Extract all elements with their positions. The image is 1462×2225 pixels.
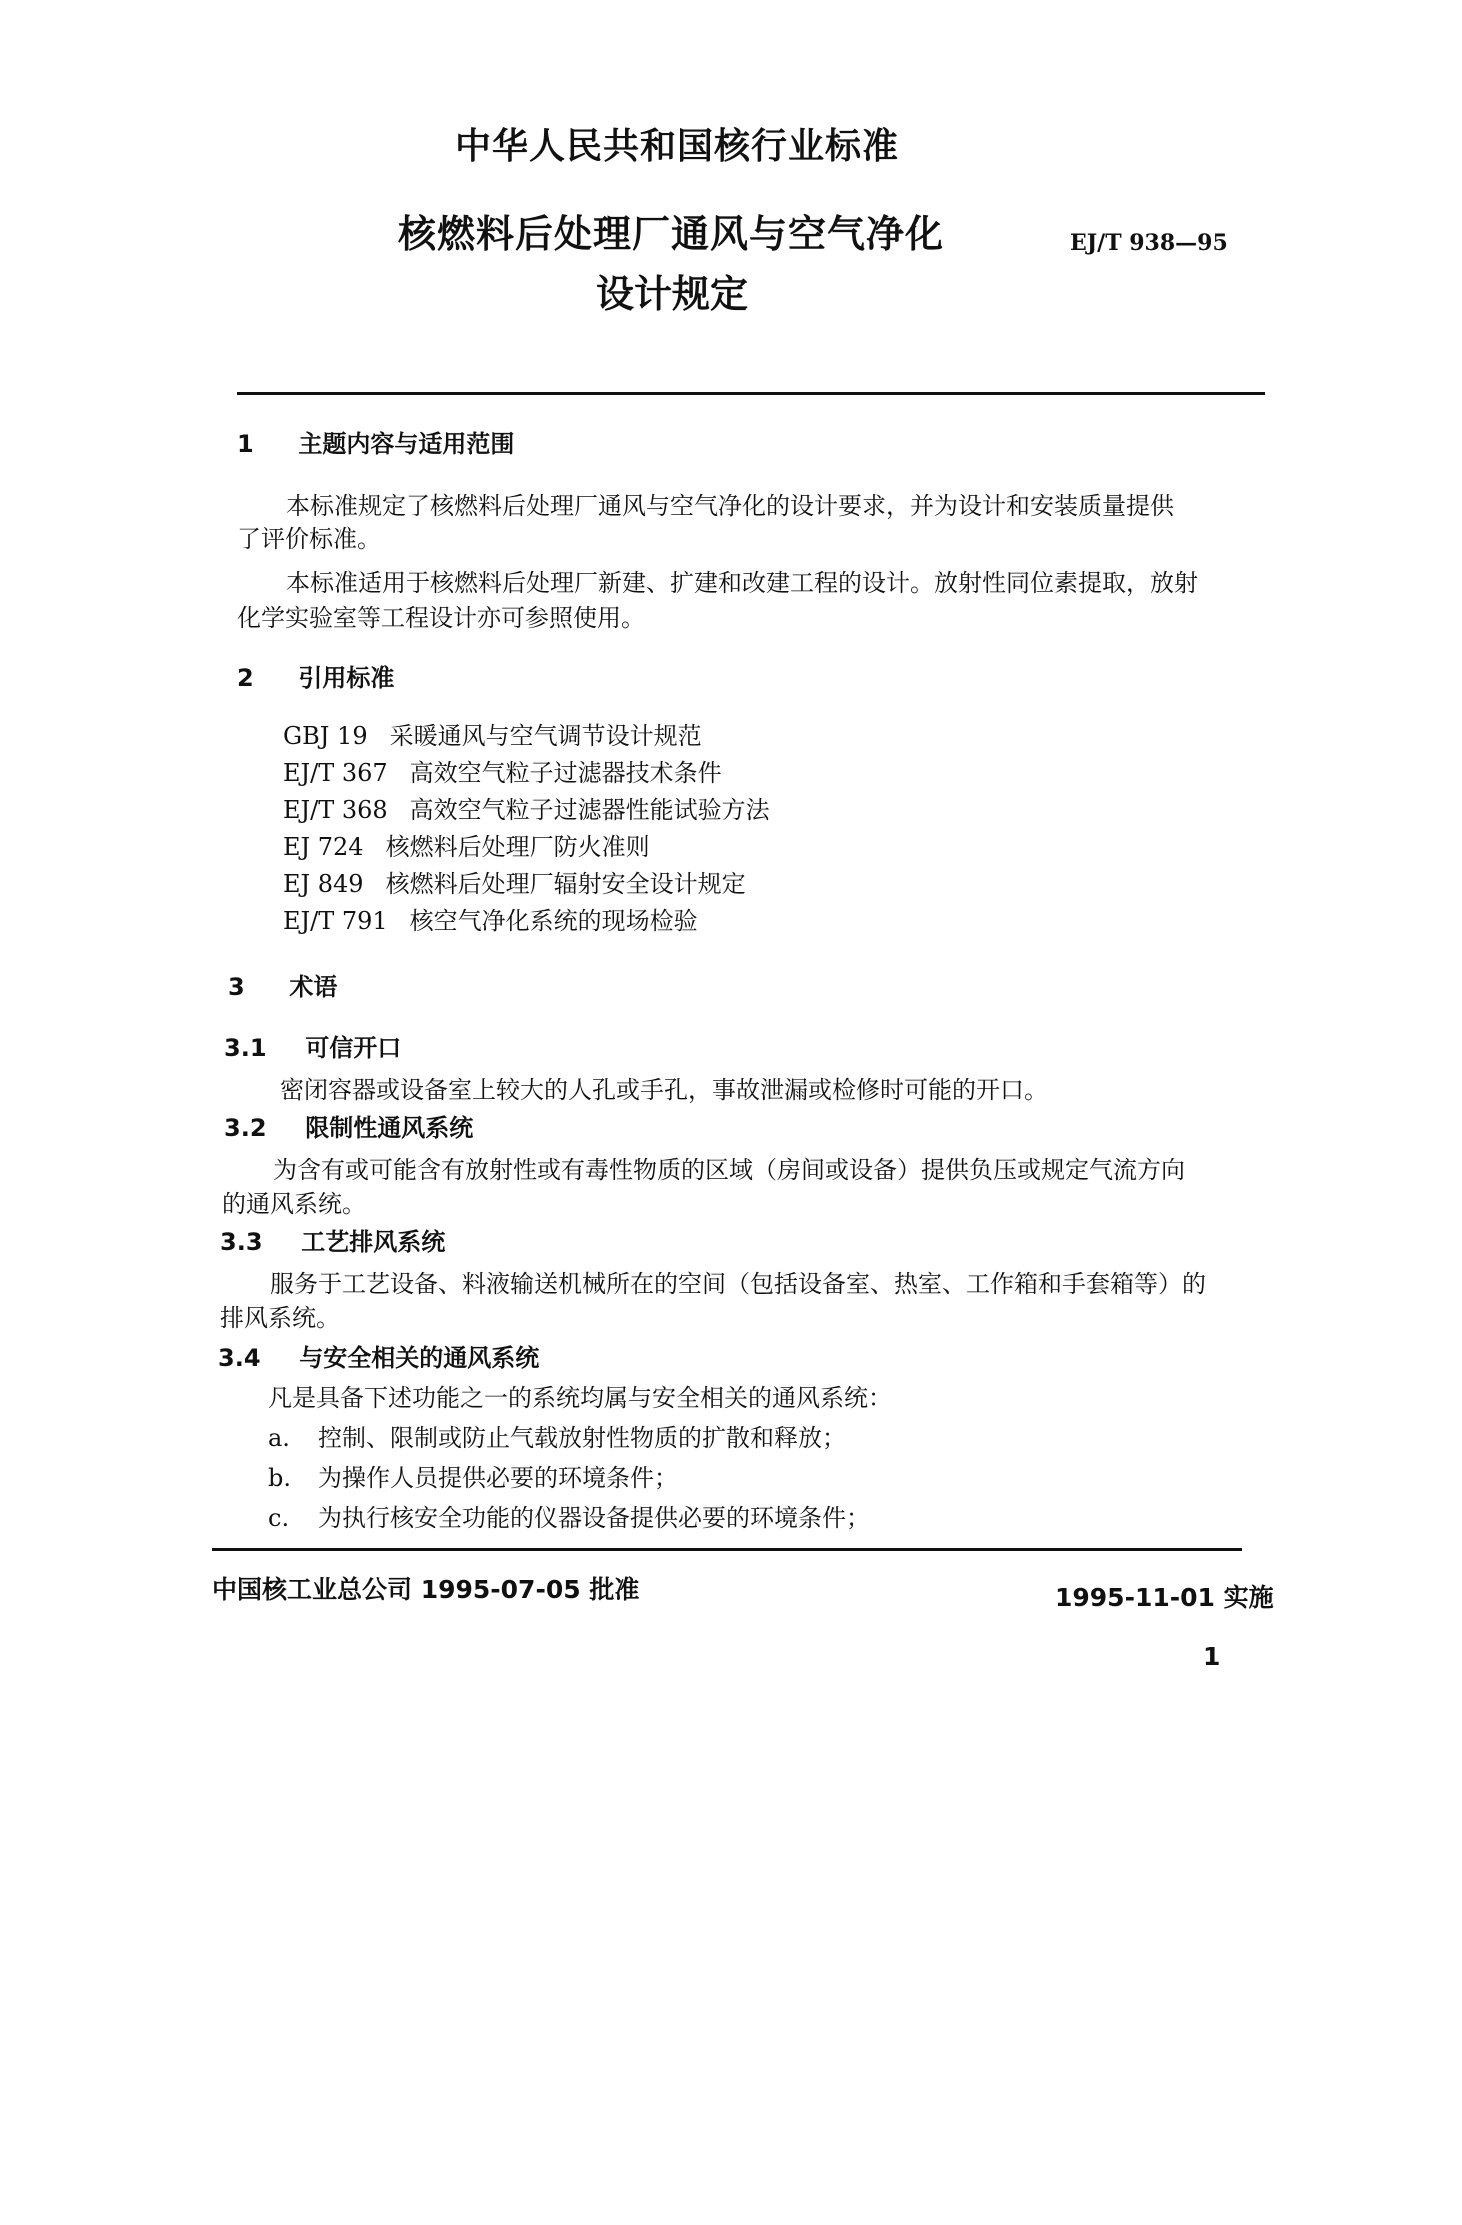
reference-name: 高效空气粒子过滤器性能试验方法 <box>409 796 770 824</box>
term-number: 3.2 <box>224 1114 267 1142</box>
page-number: 1 <box>1203 1642 1221 1671</box>
reference-code: EJ/T 367 <box>283 759 388 787</box>
reference-code: EJ/T 791 <box>283 907 388 935</box>
implementation-date: 1995-11-01 实施 <box>1055 1583 1274 1612</box>
section1-para2-line2: 化学实验室等工程设计亦可参照使用。 <box>237 604 645 632</box>
reference-name: 核燃料后处理厂辐射安全设计规定 <box>385 870 746 898</box>
header-rule <box>237 392 1265 395</box>
term-definition-line2: 的通风系统。 <box>222 1190 366 1218</box>
term-title: 与安全相关的通风系统 <box>299 1344 540 1372</box>
term-number: 3.3 <box>220 1228 263 1256</box>
section2-heading <box>237 658 394 693</box>
list-marker: c. <box>268 1504 290 1532</box>
reference-name: 高效空气粒子过滤器技术条件 <box>409 759 722 787</box>
term-title: 限制性通风系统 <box>305 1114 474 1142</box>
list-marker: b. <box>268 1464 291 1492</box>
reference-code: EJ 724 <box>283 833 364 861</box>
section1-title: 主题内容与适用范围 <box>298 430 515 458</box>
term-heading <box>220 1222 445 1257</box>
list-item <box>268 1420 846 1456</box>
reference-name: 采暖通风与空气调节设计规范 <box>389 722 702 750</box>
term-heading <box>218 1338 539 1373</box>
reference-item <box>283 718 702 754</box>
list-item <box>268 1460 678 1496</box>
section1-para1-line1: 本标准规定了核燃料后处理厂通风与空气净化的设计要求，并为设计和安装质量提供 <box>286 492 1174 520</box>
reference-name: 核空气净化系统的现场检验 <box>409 907 698 935</box>
term-definition-line1: 为含有或可能含有放射性或有毒性物质的区域（房间或设备）提供负压或规定气流方向 <box>273 1156 1185 1184</box>
document-title-line2: 设计规定 <box>596 272 749 316</box>
list-text: 为执行核安全功能的仪器设备提供必要的环境条件； <box>318 1504 870 1532</box>
footer-rule <box>212 1548 1242 1551</box>
list-item <box>268 1500 870 1536</box>
term-title: 可信开口 <box>305 1034 402 1062</box>
section2-number: 2 <box>237 664 254 692</box>
term-number: 3.1 <box>224 1034 267 1062</box>
approval-statement: 中国核工业总公司 1995-07-05 批准 <box>212 1575 640 1604</box>
document-title-line1: 核燃料后处理厂通风与空气净化 <box>398 212 945 256</box>
section3-title: 术语 <box>289 973 338 1001</box>
reference-item <box>283 829 650 865</box>
list-text: 为操作人员提供必要的环境条件； <box>318 1464 678 1492</box>
term-heading <box>224 1108 473 1143</box>
section1-heading <box>237 424 514 459</box>
list-marker: a. <box>268 1424 290 1452</box>
reference-item <box>283 903 698 939</box>
term-definition-line1: 服务于工艺设备、料液输送机械所在的空间（包括设备室、热室、工作箱和手套箱等）的 <box>270 1270 1206 1298</box>
term-number: 3.4 <box>218 1344 261 1372</box>
reference-code: EJ/T 368 <box>283 796 388 824</box>
section3-heading <box>228 967 337 1002</box>
organization-title: 中华人民共和国核行业标准 <box>455 126 900 167</box>
section1-para1-line2: 了评价标准。 <box>237 525 381 553</box>
section1-number: 1 <box>237 430 254 458</box>
term-title: 工艺排风系统 <box>301 1228 446 1256</box>
section2-title: 引用标准 <box>298 664 395 692</box>
term-definition-line1: 密闭容器或设备室上较大的人孔或手孔，事故泄漏或检修时可能的开口。 <box>280 1076 1048 1104</box>
section1-para2-line1: 本标准适用于核燃料后处理厂新建、扩建和改建工程的设计。放射性同位素提取，放射 <box>286 569 1198 597</box>
term-definition-line2: 排风系统。 <box>220 1304 340 1332</box>
reference-item <box>283 792 770 828</box>
term-definition-line1: 凡是具备下述功能之一的系统均属与安全相关的通风系统： <box>268 1384 892 1412</box>
reference-code: EJ 849 <box>283 870 364 898</box>
term-heading <box>224 1028 401 1063</box>
standard-code: EJ/T 938—95 <box>1070 230 1228 256</box>
reference-name: 核燃料后处理厂防火准则 <box>385 833 650 861</box>
list-text: 控制、限制或防止气载放射性物质的扩散和释放； <box>318 1424 846 1452</box>
section3-number: 3 <box>228 973 245 1001</box>
reference-item <box>283 755 722 791</box>
reference-item <box>283 866 746 902</box>
reference-code: GBJ 19 <box>283 722 368 750</box>
